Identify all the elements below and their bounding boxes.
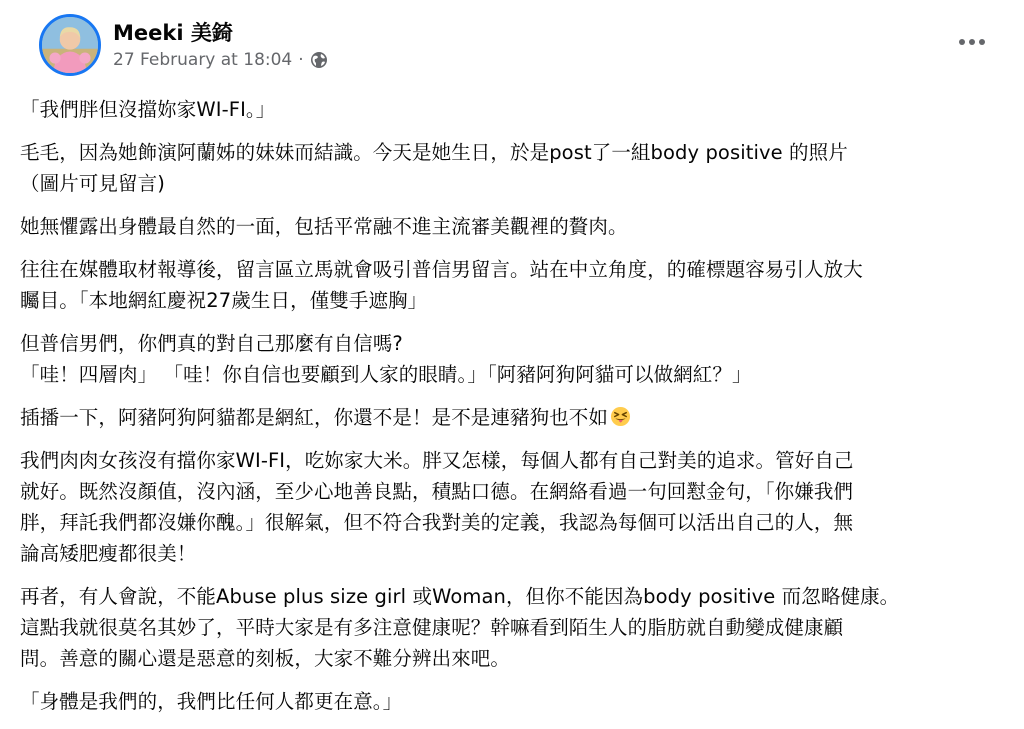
avatar-photo [42,17,98,73]
post-paragraph: 再者，有人會說，不能Abuse plus size girl 或Woman，但你不能因為body positive 而忽略健康。 這點我就很莫名其妙了，平時大家是有多注意健康呢？幹嘛看到陌生人的脂肪就自動變成健康顧 問。善意的關心還是惡意的刻板，大家不難分辨出來吧。 [20,585,900,670]
post-timestamp[interactable]: 27 February at 18:04 [113,50,293,70]
post-paragraph-with-emoji [20,402,1000,433]
post-header [20,0,1000,86]
globe-icon[interactable] [310,51,328,69]
meta-separator: · [298,50,304,70]
avatar[interactable] [39,14,101,76]
post-paragraph: 毛毛，因為她飾演阿蘭姊的妹妹而結識。今天是她生日，於是post了一組body positive 的照片 （圖片可見留言) [20,141,848,195]
post-paragraph: 她無懼露出身體最自然的一面，包括平常融不進主流審美觀裡的贅肉。 [20,215,628,238]
post-paragraph: 「身體是我們的，我們比任何人都更在意。」 [20,690,403,713]
more-options-icon [959,39,965,45]
post-paragraph: 我們肉肉女孩沒有擋你家WI-FI，吃妳家大米。胖又怎樣，每個人都有自己對美的追求。管好自己 就好。既然沒顏值，沒內涵，至少心地善良點，積點口德。在網絡看過一句回懟金句，「你嫌我們 胖，拜託我們都沒嫌你醜。」很解氣，但不符合我對美的定義，我認為每個可以活出自己的人，無 論高矮肥瘦都很美！ [20,449,854,565]
post-paragraph: 「我們胖但沒擋妳家WI-FI。」 [20,98,276,121]
author-name[interactable]: Meeki 美錡 [113,21,233,45]
more-options-button[interactable] [952,24,992,60]
squinting-tongue-emoji-icon [610,405,631,426]
post-paragraph: 往往在媒體取材報導後，留言區立馬就會吸引普信男留言。站在中立角度，的確標題容易引人放大 矚目。「本地網紅慶祝27歲生日，僅雙手遮胸」 [20,258,863,312]
post-body [20,94,1000,729]
more-options-icon-dot [979,39,985,45]
post-meta [113,50,328,70]
post-paragraph: 但普信男們，你們真的對自己那麼有自信嗎? 「哇！四層肉」 「哇！你自信也要顧到人家的眼睛。」「阿豬阿狗阿貓可以做網紅？」 [20,332,752,386]
post-paragraph-text: 插播一下，阿豬阿狗阿貓都是網紅，你還不是！是不是連豬狗也不如 [20,406,609,429]
more-options-icon-dot [969,39,975,45]
